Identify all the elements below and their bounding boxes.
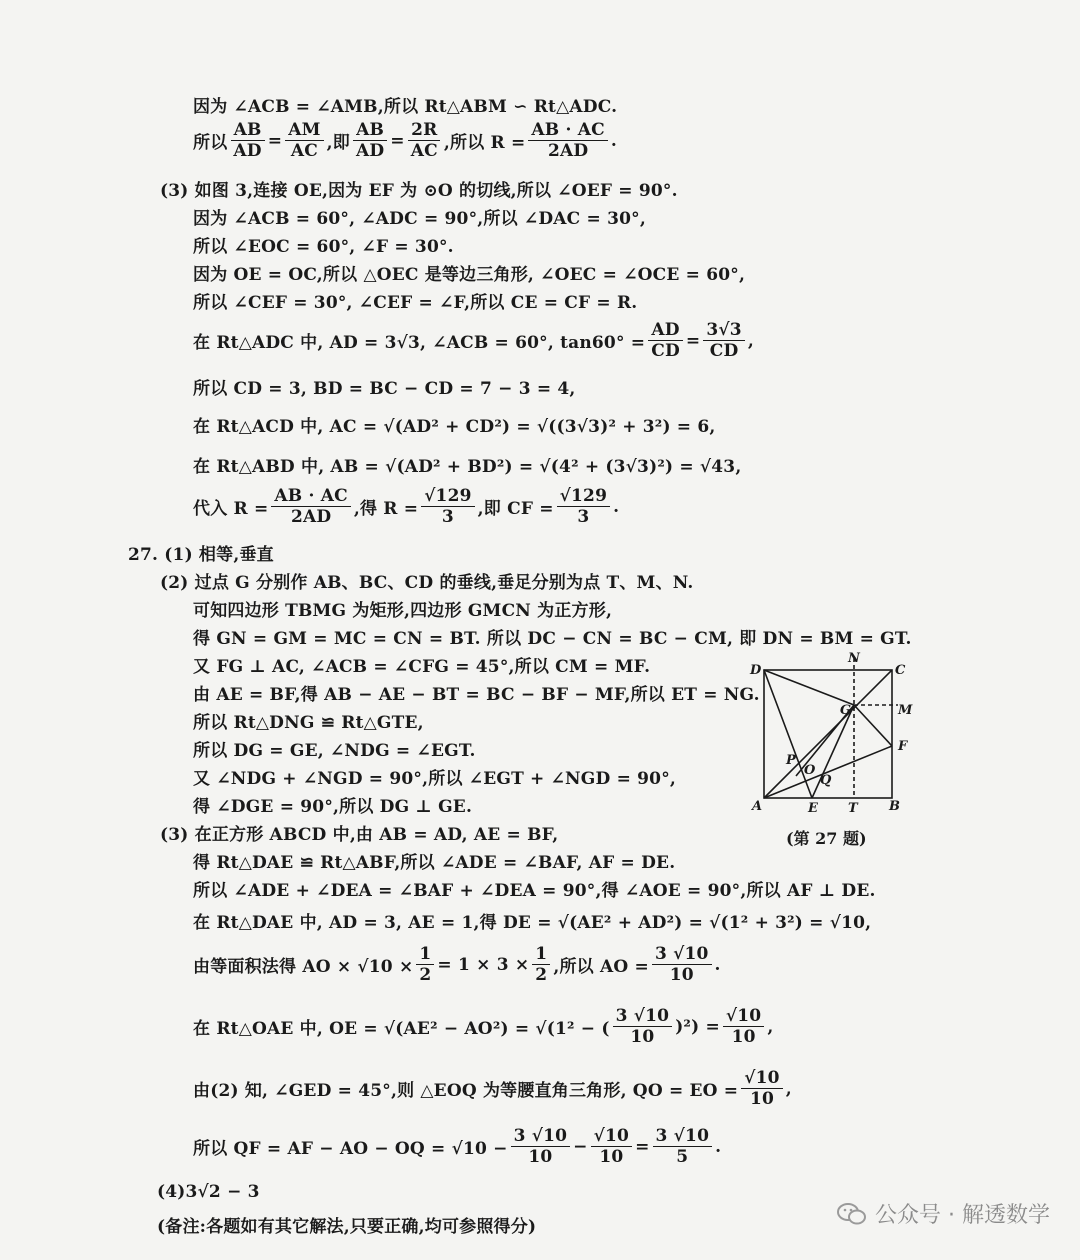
numerator: AM [285, 120, 323, 141]
text: ,即 CF = [477, 499, 554, 519]
text: . [610, 130, 617, 151]
line-1 [193, 92, 617, 117]
fraction [557, 486, 610, 527]
text: 所以 DG = GE, ∠NDG = ∠EGT. [193, 741, 476, 761]
numerator: 2R [408, 120, 440, 141]
numerator: 3 √10 [613, 1006, 673, 1027]
figure-caption: (第 27 题) [786, 829, 867, 848]
denominator: 10 [669, 965, 694, 985]
denominator: 10 [749, 1089, 774, 1109]
numerator: √129 [557, 486, 610, 507]
line-28 [193, 1006, 773, 1047]
text: 由 AE = BF,得 AB − AE − BT = BC − BF − MF,所以 ET = NG. [193, 685, 760, 705]
text: 在 Rt△OAE 中, OE = √(AE² − AO²) = √(1² − ( [193, 1019, 610, 1039]
line-19 [193, 708, 424, 733]
denominator: 10 [599, 1147, 624, 1167]
line-13 [128, 540, 274, 565]
line-8 [193, 320, 754, 361]
denominator: CD [651, 341, 680, 361]
fraction [723, 1006, 764, 1047]
text: 得 Rt△DAE ≌ Rt△ABF,所以 ∠ADE = ∠BAF, AF = DE. [193, 853, 676, 873]
line-22 [193, 792, 472, 817]
label-c: C [895, 663, 906, 678]
denominator: 2 [535, 965, 548, 985]
fraction [648, 320, 683, 361]
label-m: M [898, 703, 913, 718]
text: = [635, 1136, 650, 1157]
fraction [741, 1068, 782, 1109]
text: ,得 R = [353, 499, 419, 519]
segment-gf [854, 705, 892, 746]
text: , [747, 330, 754, 351]
text: ,所以 AO = [553, 957, 649, 977]
line-30 [193, 1126, 721, 1167]
line-9 [193, 374, 576, 399]
denominator: 10 [528, 1147, 553, 1167]
line-7 [193, 288, 637, 313]
line-26 [193, 908, 871, 933]
text: 因为 OE = OC,所以 △OEC 是等边三角形, ∠OEC = ∠OCE = 60°, [193, 265, 746, 285]
text: = [685, 330, 701, 351]
line-6 [193, 260, 745, 285]
text: 得 GN = GM = MC = CN = BT. 所以 DC − CN = BC − CM, 即 DN = BM = GT. [193, 629, 912, 649]
line-32 [157, 1212, 536, 1237]
denominator: AD [233, 141, 262, 161]
text: − [573, 1136, 588, 1157]
label-d: D [750, 663, 762, 678]
segment-de [764, 670, 812, 798]
text: . [613, 496, 620, 517]
segment-ge [812, 705, 854, 798]
geometry-figure [748, 648, 918, 848]
fraction [532, 944, 550, 985]
text: 27. (1) 相等,垂直 [128, 545, 274, 565]
text: 所以 ∠EOC = 60°, ∠F = 30°. [193, 237, 454, 257]
line-24 [193, 848, 675, 873]
line-31 [157, 1182, 260, 1202]
numerator: AB · AC [528, 120, 607, 141]
label-t: T [848, 801, 858, 816]
denominator: AC [410, 141, 438, 161]
text: 所以 [193, 133, 228, 153]
fraction [613, 1006, 673, 1047]
text: 在 Rt△DAE 中, AD = 3, AE = 1,得 DE = √(AE² + AD²) = √(1² + 3²) = √10, [193, 913, 872, 933]
denominator: 3 [441, 507, 454, 527]
text: )²) = [675, 1016, 720, 1037]
numerator: AB [231, 120, 265, 141]
numerator: √10 [741, 1068, 782, 1089]
label-a: A [752, 799, 763, 814]
fraction [591, 1126, 632, 1167]
label-q: Q [820, 773, 832, 788]
label-e: E [808, 801, 818, 816]
numerator: AD [648, 320, 682, 341]
fraction [528, 120, 607, 161]
text: 在 Rt△ADC 中, AD = 3√3, ∠ACB = 60°, tan60° = [193, 333, 646, 353]
line-21 [193, 764, 676, 789]
denominator: AC [290, 141, 318, 161]
text: ,即 [326, 133, 350, 153]
text: = [267, 130, 283, 151]
watermark [837, 1198, 1050, 1229]
line-5 [193, 232, 454, 257]
denominator: 5 [676, 1147, 689, 1167]
numerator: 3√3 [703, 320, 744, 341]
fraction [408, 120, 441, 161]
line-12 [193, 486, 619, 527]
text: . [714, 954, 721, 975]
text: 所以 ∠ADE + ∠DEA = ∠BAF + ∠DEA = 90°,得 ∠AOE = 90°,所以 AF ⊥ DE. [193, 881, 876, 901]
fraction [353, 120, 387, 161]
text: (4)3√2 − 3 [157, 1182, 260, 1202]
text: 代入 R = [193, 499, 269, 519]
numerator: 1 [532, 944, 550, 965]
denominator: 2AD [547, 141, 589, 161]
fraction [421, 486, 474, 527]
numerator: AB [353, 120, 387, 141]
line-25 [193, 876, 876, 901]
text: , [785, 1078, 792, 1099]
denominator: CD [709, 341, 739, 361]
fraction [653, 1126, 713, 1167]
denominator: 10 [630, 1027, 655, 1047]
numerator: √10 [591, 1126, 632, 1147]
text: 所以 CD = 3, BD = BC − CD = 7 − 3 = 4, [193, 379, 576, 399]
text: . [715, 1136, 722, 1157]
fraction [230, 120, 264, 161]
text: (3) 在正方形 ABCD 中,由 AB = AD, AE = BF, [160, 825, 559, 845]
line-11 [193, 452, 741, 477]
text: (3) 如图 3,连接 OE,因为 EF 为 ⊙O 的切线,所以 ∠OEF = 90°. [160, 181, 678, 201]
line-10 [193, 412, 716, 437]
text: 因为 ∠ACB = ∠AMB,所以 Rt△ABM ∽ Rt△ADC. [193, 97, 618, 117]
numerator: √10 [723, 1006, 764, 1027]
numerator: 3 √10 [653, 1126, 713, 1147]
text: 所以 Rt△DNG ≌ Rt△GTE, [193, 713, 424, 733]
numerator: 3 √10 [511, 1126, 571, 1147]
line-15 [193, 596, 612, 621]
denominator: 10 [731, 1027, 756, 1047]
text: 所以 ∠CEF = 30°, ∠CEF = ∠F,所以 CE = CF = R. [193, 293, 638, 313]
label-n: N [848, 651, 860, 666]
label-f: F [898, 739, 908, 754]
label-p: P [786, 753, 796, 768]
line-18 [193, 680, 760, 705]
denominator: 2AD [290, 507, 332, 527]
fraction [703, 320, 744, 361]
text: ,所以 R = [443, 133, 526, 153]
numerator: 3 √10 [652, 944, 712, 965]
text: 由等面积法得 AO × √10 × [193, 957, 414, 977]
text: 在 Rt△ABD 中, AB = √(AD² + BD²) = √(4² + (3√3)²) = √43, [193, 457, 742, 477]
text: 因为 ∠ACB = 60°, ∠ADC = 90°,所以 ∠DAC = 30°, [193, 209, 646, 229]
watermark-text: 公众号 · 解透数学 [875, 1203, 1050, 1228]
text: = [390, 130, 405, 151]
line-2 [193, 120, 617, 161]
line-23 [160, 820, 558, 845]
text: , [767, 1016, 774, 1037]
fraction [416, 944, 434, 985]
line-3 [160, 176, 678, 201]
line-17 [193, 652, 650, 677]
text: 又 FG ⊥ AC, ∠ACB = ∠CFG = 45°,所以 CM = MF. [193, 657, 651, 677]
segment-dg [764, 670, 854, 705]
line-20 [193, 736, 476, 761]
line-4 [193, 204, 646, 229]
text: = 1 × 3 × [437, 954, 530, 975]
text: 可知四边形 TBMG 为矩形,四边形 GMCN 为正方形, [193, 601, 613, 621]
fraction [271, 486, 350, 527]
text: 所以 QF = AF − AO − OQ = √10 − [193, 1139, 508, 1159]
text: 得 ∠DGE = 90°,所以 DG ⊥ GE. [193, 797, 473, 817]
line-29 [193, 1068, 792, 1109]
numerator: √129 [421, 486, 474, 507]
fraction [652, 944, 712, 985]
denominator: 3 [577, 507, 590, 527]
line-14 [160, 568, 694, 593]
numerator: 1 [416, 944, 434, 965]
wechat-icon [837, 1202, 867, 1226]
label-o: O [804, 763, 816, 778]
label-g: G [840, 703, 852, 718]
label-b: B [889, 799, 900, 814]
denominator: 2 [419, 965, 432, 985]
numerator: AB · AC [271, 486, 350, 507]
text: (备注:各题如有其它解法,只要正确,均可参照得分) [157, 1217, 537, 1237]
line-16 [193, 624, 912, 649]
denominator: AD [355, 141, 385, 161]
text: 在 Rt△ACD 中, AC = √(AD² + CD²) = √((3√3)² + 3²) = 6, [193, 417, 716, 437]
text: 由(2) 知, ∠GED = 45°,则 △EOQ 为等腰直角三角形, QO = EO = [193, 1081, 739, 1101]
fraction [511, 1126, 571, 1167]
text: (2) 过点 G 分别作 AB、BC、CD 的垂线,垂足分别为点 T、M、N. [160, 573, 694, 593]
line-27 [193, 944, 721, 985]
text: 又 ∠NDG + ∠NGD = 90°,所以 ∠EGT + ∠NGD = 90°, [193, 769, 677, 789]
fraction [285, 120, 323, 161]
segment-af [764, 746, 892, 798]
